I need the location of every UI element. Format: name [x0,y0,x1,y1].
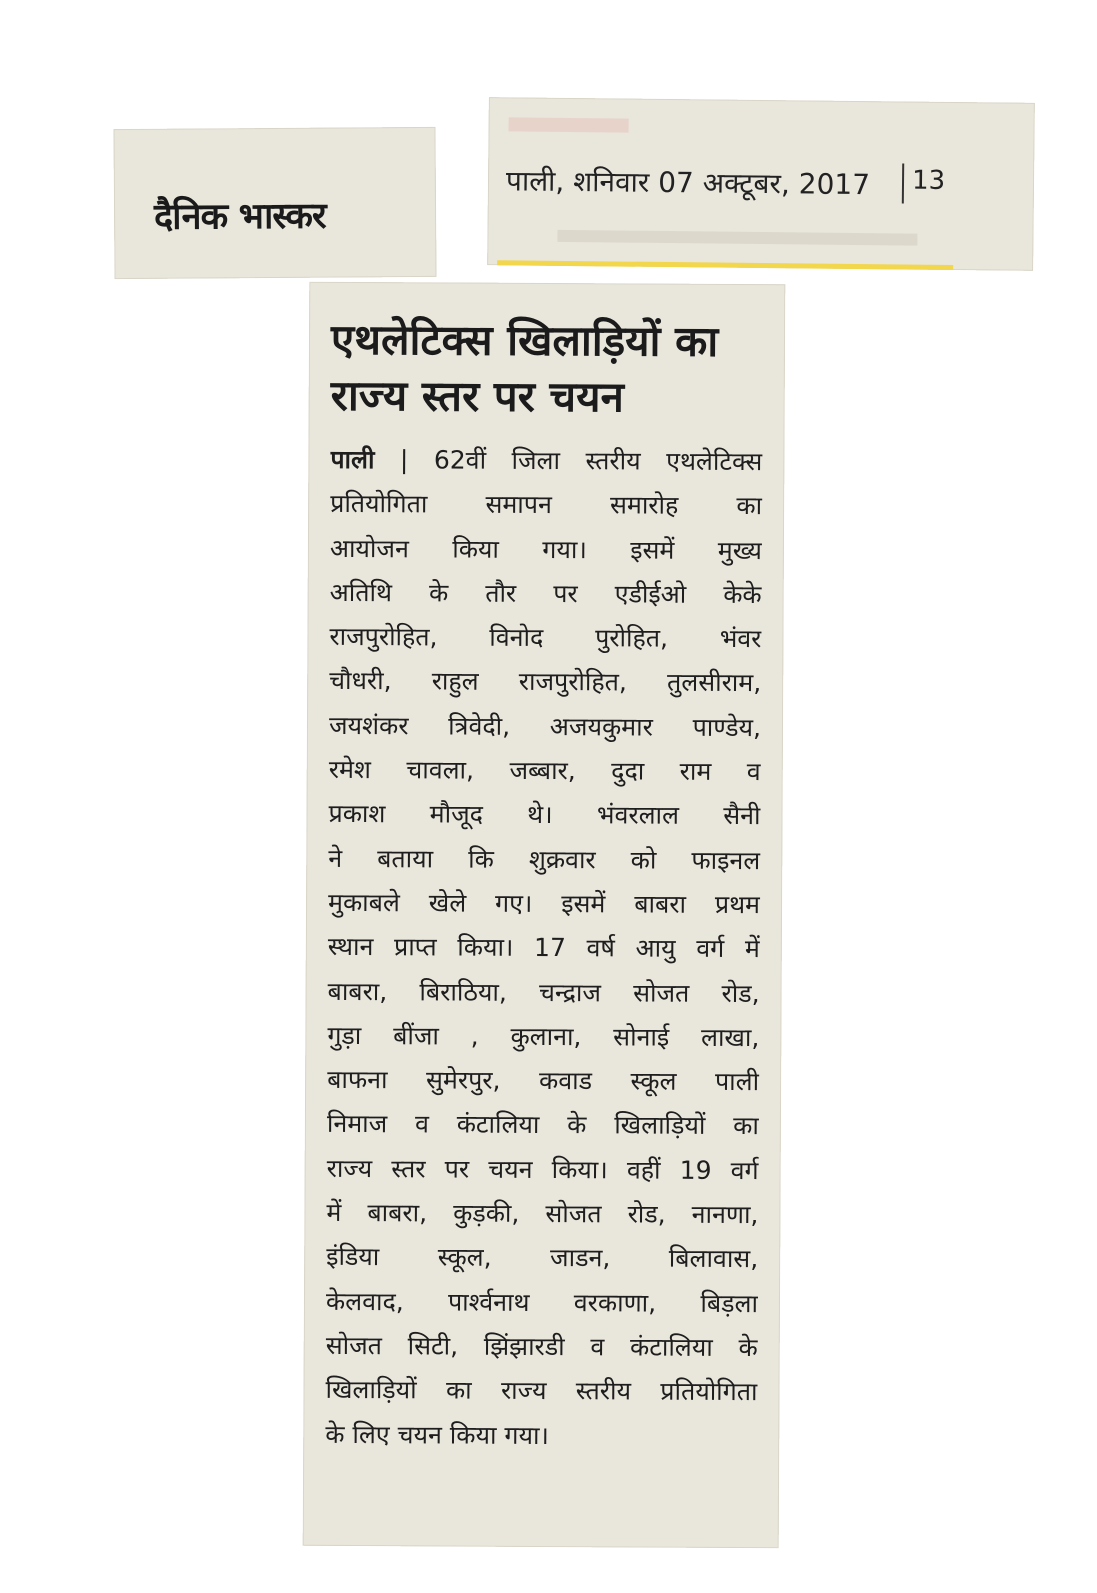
body-line: प्रतियोगिता समापन समारोह का [330,489,763,521]
body-line: चौधरी, राहुल राजपुरोहित, तुलसीराम, [329,666,762,698]
article-clipping [303,282,786,1548]
masthead-clipping [113,127,436,279]
faded-print-bottom [557,230,917,246]
article-place: पाली [330,444,375,475]
dateline-clipping [487,97,1035,271]
headline-line: राज्य स्तर पर चयन [330,370,624,422]
article-body [325,438,762,1459]
faded-print-top [509,117,629,132]
yellow-strip [497,260,953,270]
body-line: बाफना सुमेरपुर, कवाड स्कूल पाली [327,1065,760,1097]
body-line: अतिथि के तौर पर एडीईओ केके [329,577,762,610]
body-line: मुकाबले खेले गए। इसमें बाबरा प्रथम [327,887,761,920]
body-line: सोजत सिटी, झिंझारडी व कंटालिया के [325,1330,758,1363]
body-line: आयोजन किया गया। इसमें मुख्य [329,533,762,565]
body-line: ने बताया कि शुक्रवार को फाइनल [328,843,761,875]
edition-date: पाली, शनिवार 07 अक्टूबर, 2017 [505,164,871,202]
body-line: राज्य स्तर पर चयन किया। वहीं 19 वर्ग [326,1153,759,1185]
body-line: खिलाड़ियों का राज्य स्तरीय प्रतियोगिता [325,1375,758,1407]
dateline-separator [902,163,904,203]
newspaper-logo: दैनिक भास्कर [153,195,326,238]
body-line: राजपुरोहित, विनोद पुरोहित, भंवर [329,622,762,654]
body-line: इंडिया स्कूल, जाडन, बिलावास, [326,1242,759,1274]
body-line: केलवाद, पार्श्वनाथ वरकाणा, बिड़ला [325,1286,759,1318]
body-line: बाबरा, बिराठिया, चन्द्राज सोजत रोड, [327,976,760,1008]
body-line: जयशंकर त्रिवेदी, अजयकुमार पाण्डेय, [328,710,762,742]
body-line: के लिए चयन किया गया। [325,1419,550,1450]
headline-line: एथलेटिक्स खिलाड़ियों का [330,314,719,366]
body-line-text: 62वीं जिला स्तरीय एथलेटिक्स [433,445,763,477]
body-line: प्रकाश मौजूद थे। भंवरलाल सैनी [328,799,761,831]
page-number: 13 [911,165,946,196]
body-line: रमेश चावला, जब्बार, दुदा राम व [328,754,761,787]
body-line: गुड़ा बींजा , कुलाना, सोनाई लाखा, [327,1020,760,1052]
body-line: स्थान प्राप्त किया। 17 वर्ष आयु वर्ग में [327,932,760,964]
article-headline [331,312,772,426]
body-line: में बाबरा, कुड़की, सोजत रोड, नानणा, [326,1197,759,1230]
body-line: निमाज व कंटालिया के खिलाड़ियों का [326,1109,759,1141]
body-line: पाली | 62वीं जिला स्तरीय एथलेटिक्स [330,444,763,477]
